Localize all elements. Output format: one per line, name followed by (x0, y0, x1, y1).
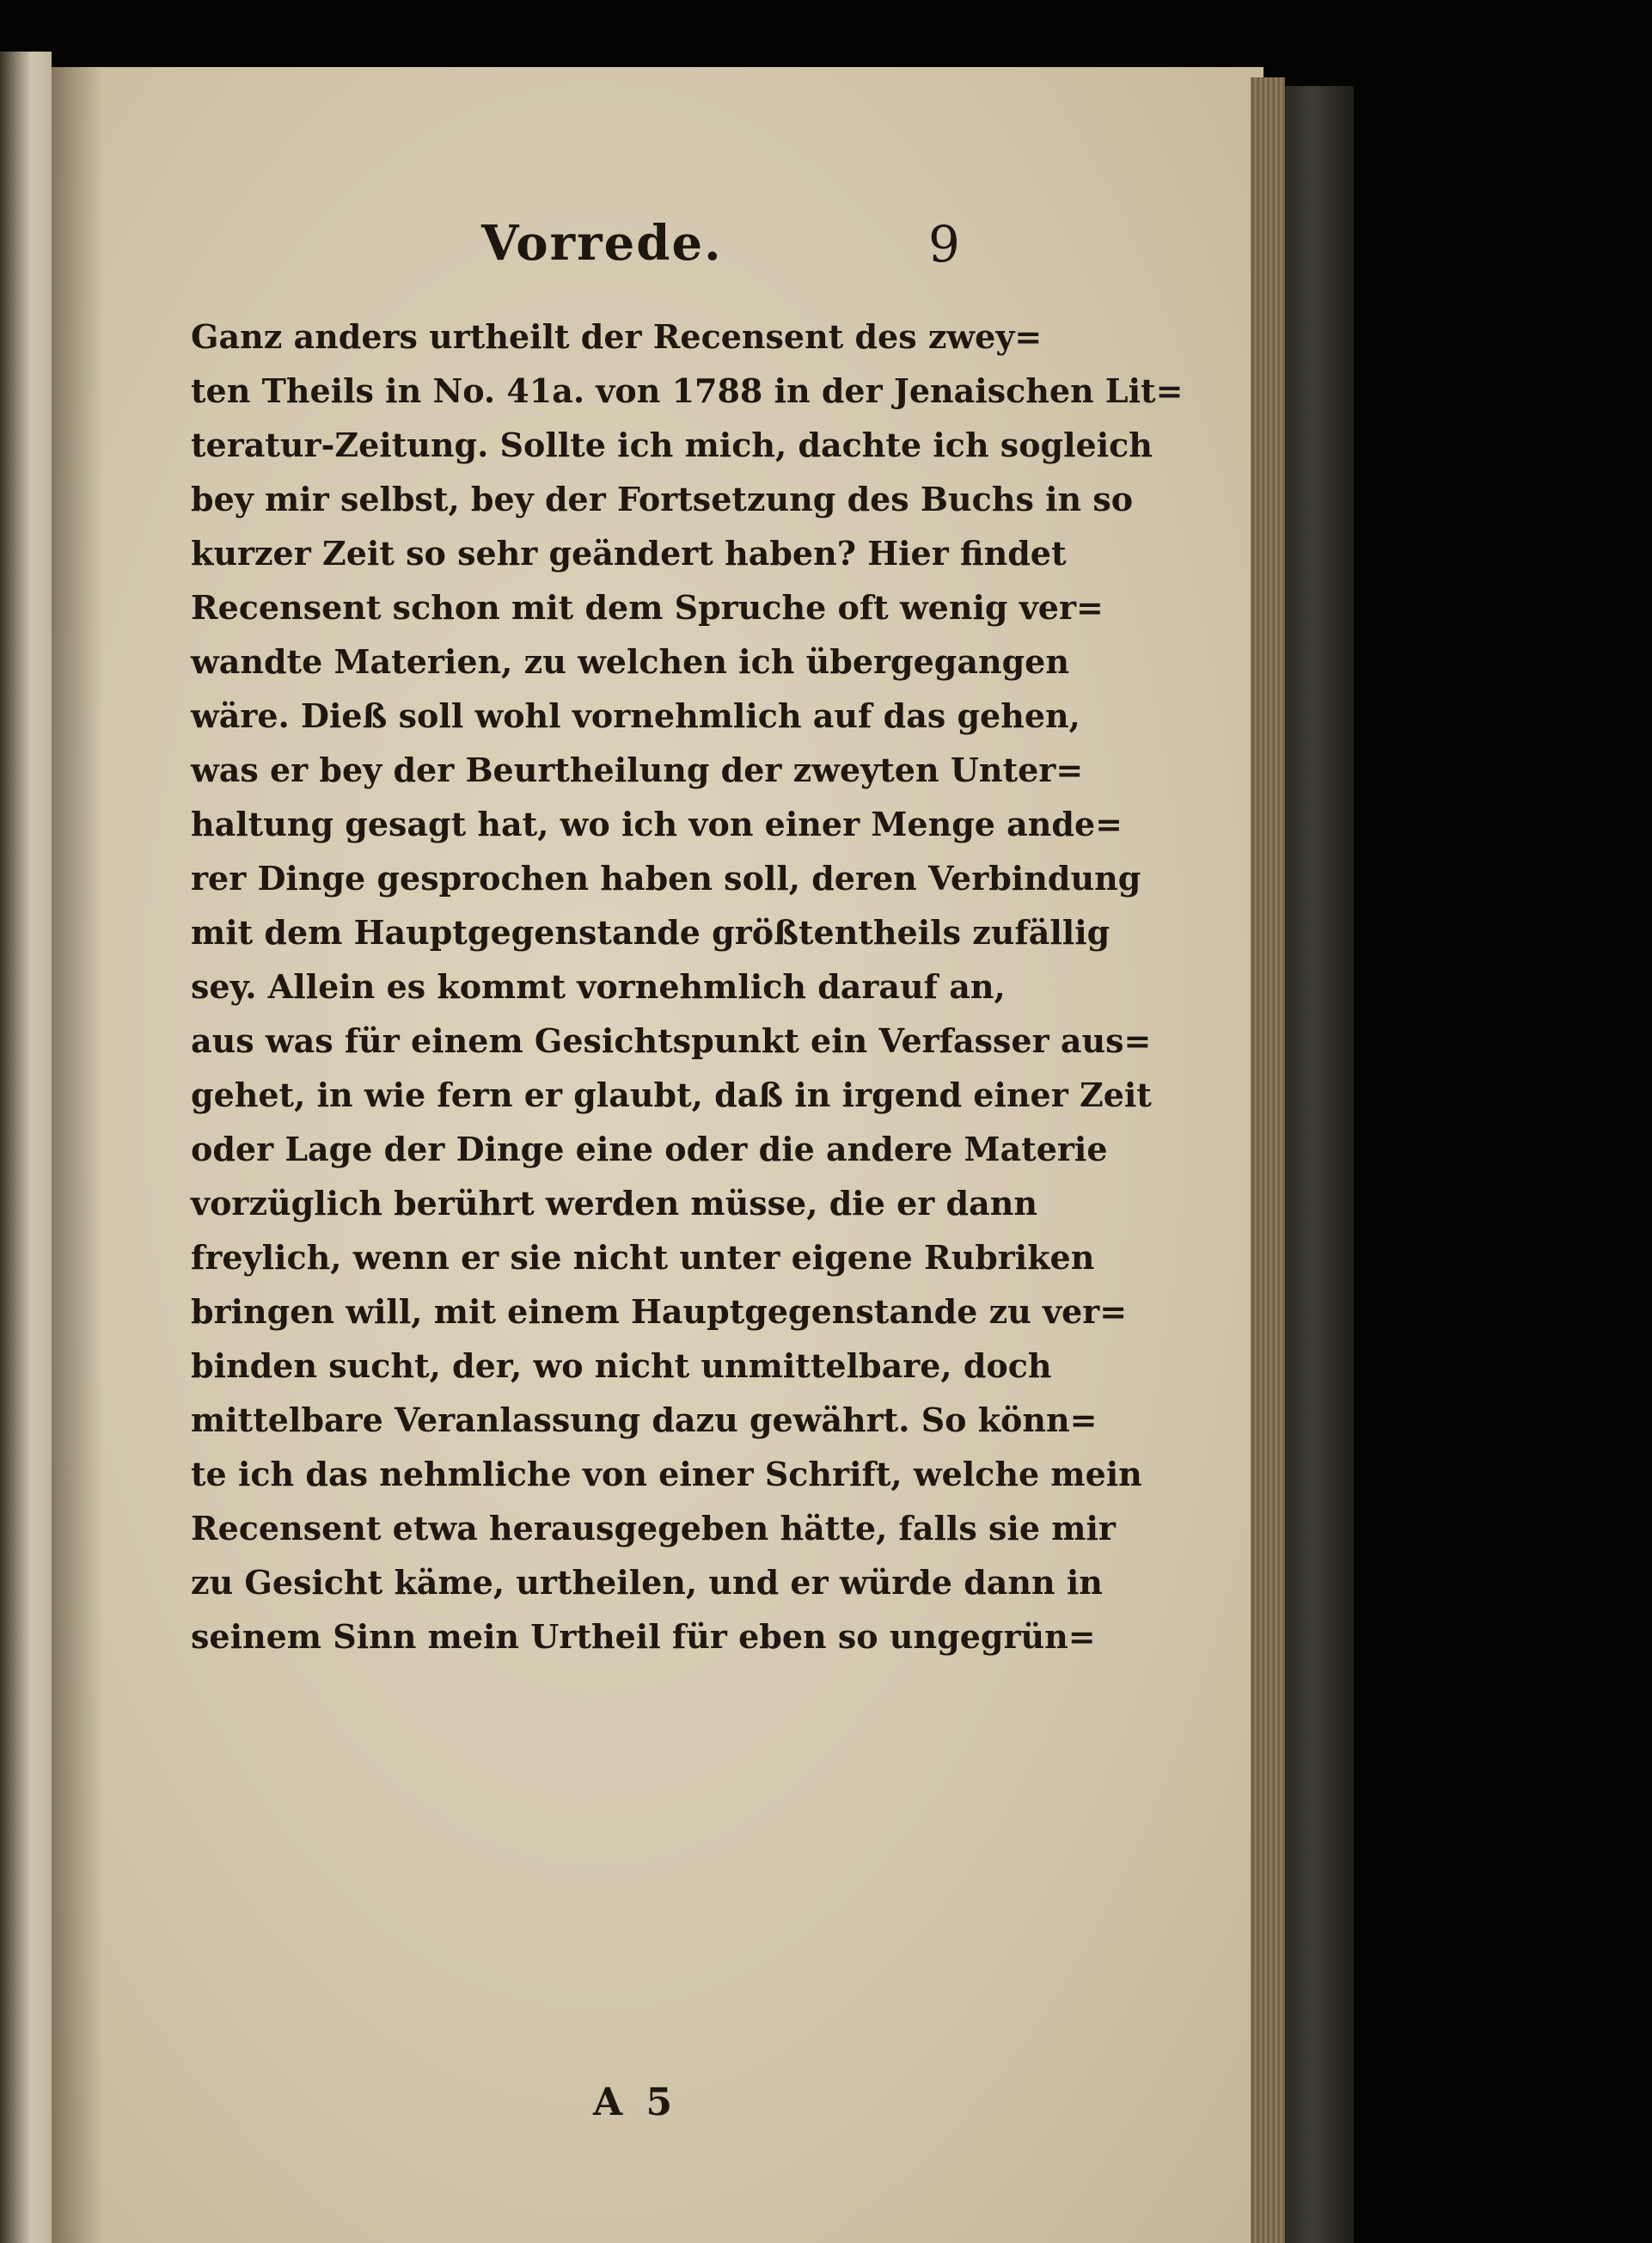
text-line: wäre. Dieß soll wohl vornehmlich auf das gehen, (191, 696, 1080, 735)
gutter-shadow (52, 67, 103, 2243)
text-line: sey. Allein es kommt vornehmlich darauf an, (191, 967, 1006, 1006)
facing-page-edge (0, 52, 52, 2243)
text-line: was er bey der Beurtheilung der zweyten Unter= (191, 751, 1084, 789)
signature-mark: A 5 (593, 2081, 678, 2124)
text-line: bringen will, mit einem Hauptgegenstande zu ver= (191, 1292, 1128, 1331)
running-head: Vorrede. (481, 215, 723, 272)
text-line: seinem Sinn mein Urtheil für eben so ungegrün= (191, 1617, 1096, 1656)
text-line: kurzer Zeit so sehr geändert haben? Hier findet (191, 534, 1067, 573)
text-line: Ganz anders urtheilt der Recensent des zwey= (191, 317, 1043, 356)
text-line: binden sucht, der, wo nicht unmittelbare, doch (191, 1346, 1052, 1385)
text-line: oder Lage der Dinge eine oder die andere Materie (191, 1130, 1108, 1168)
text-line: aus was für einem Gesichtspunkt ein Verfasser aus= (191, 1021, 1152, 1060)
text-line: vorzüglich berührt werden müsse, die er dann (191, 1184, 1037, 1223)
text-line: Recensent schon mit dem Spruche oft wenig ver= (191, 588, 1104, 627)
text-line: mittelbare Veranlassung dazu gewährt. So könn= (191, 1400, 1098, 1439)
page-block-edge (1251, 77, 1285, 2243)
text-line: bey mir selbst, bey der Fortsetzung des Buchs in so (191, 480, 1134, 518)
text-line: ten Theils in No. 41a. von 1788 in der Jenaischen Lit= (191, 371, 1184, 410)
text-line: zu Gesicht käme, urtheilen, und er würde dann in (191, 1563, 1103, 1602)
body-text (191, 309, 1184, 1664)
text-line: Recensent etwa herausgegeben hätte, falls sie mir (191, 1509, 1116, 1547)
text-line: gehet, in wie fern er glaubt, daß in irgend einer Zeit (191, 1076, 1152, 1114)
text-line: te ich das nehmliche von einer Schrift, welche mein (191, 1455, 1142, 1493)
text-line: mit dem Hauptgegenstande größtentheils zufällig (191, 913, 1111, 952)
text-line: teratur-Zeitung. Sollte ich mich, dachte ich sogleich (191, 426, 1153, 464)
text-line: haltung gesagt hat, wo ich von einer Menge ande= (191, 805, 1123, 843)
text-line: wandte Materien, zu welchen ich übergegangen (191, 642, 1069, 681)
book-cover-board (1285, 86, 1354, 2243)
text-line: rer Dinge gesprochen haben soll, deren Verbindung (191, 859, 1141, 898)
text-line: freylich, wenn er sie nicht unter eigene Rubriken (191, 1238, 1095, 1277)
page-number: 9 (928, 215, 960, 273)
page-header (481, 215, 997, 284)
